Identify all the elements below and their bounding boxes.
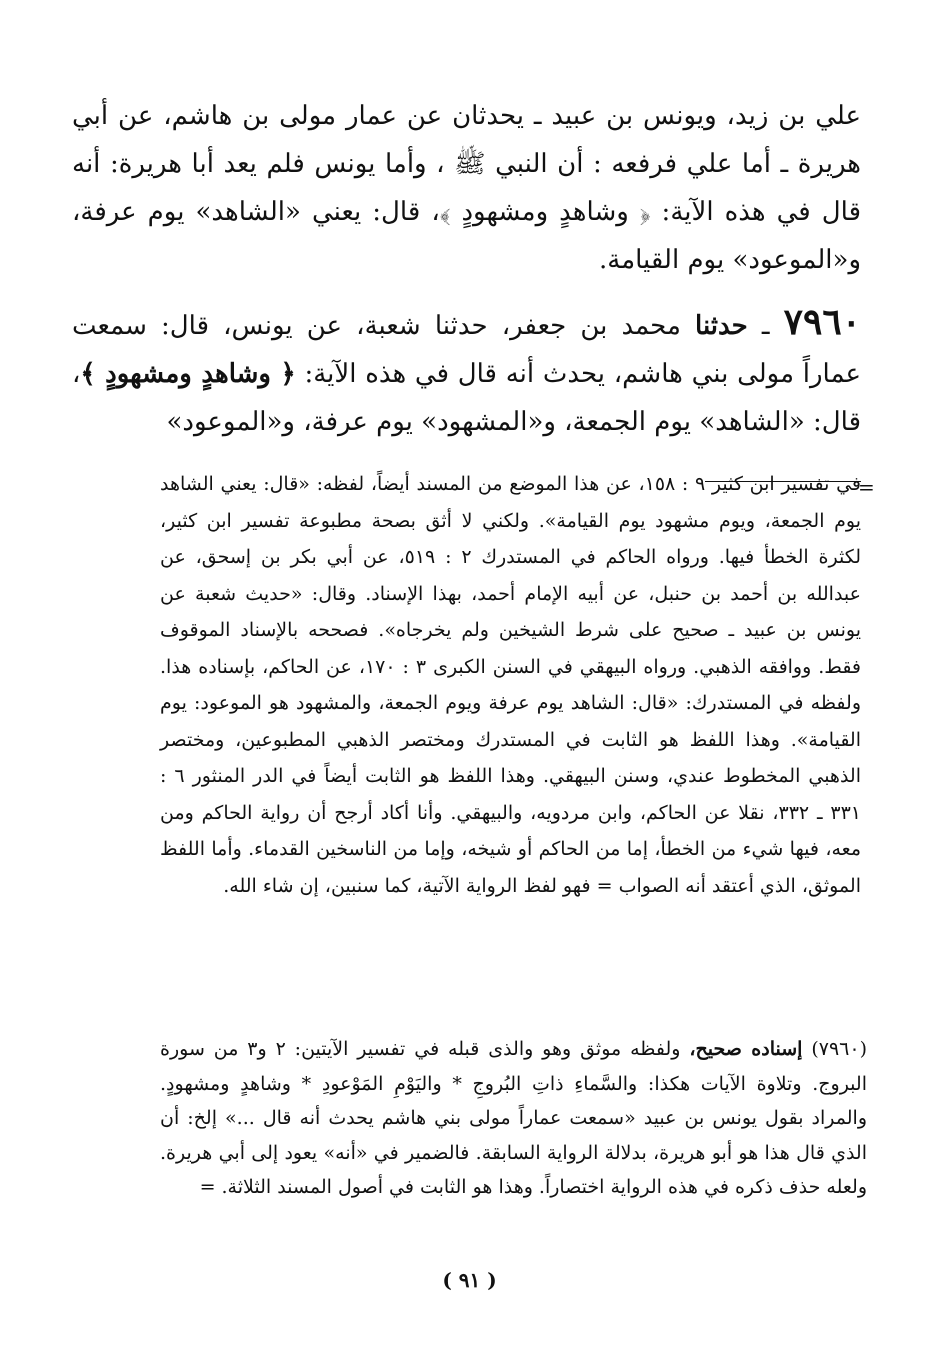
main-text bbox=[72, 92, 861, 446]
hadith-text-end: ، قال: «الشاهد» يوم الجمعة، و«المشهود» يوم عرفة، و«الموعود» bbox=[72, 359, 861, 437]
hadith-paragraph bbox=[72, 298, 861, 446]
hadith-text: محمد بن جعفر، حدثنا شعبة، عن يونس، قال: سمعت عماراً مولى بني هاشم، يحدث أنه قال في هذه الآية: bbox=[72, 311, 861, 389]
footnote-7960 bbox=[160, 1032, 867, 1205]
footnote-number: (٧٩٦٠) bbox=[811, 1038, 867, 1060]
hadith-paragraph-continued: علي بن زيد، ويونس بن عبيد ـ يحدثان عن عمار مولى بن هاشم، عن أبي هريرة ـ أما علي فرفعه : أن النبي ﷺ ، وأما يونس فلم يعد أبا هريرة: أنه قال في هذه الآية: ﴿ وشاهدٍ ومشهودٍ ﴾، قال: يعني «الشاهد» يوم عرفة، و«الموعود» يوم القيامة. bbox=[72, 101, 861, 275]
quran-verse: ﴿ وشاهدٍ ومشهودٍ ﴾ bbox=[80, 359, 296, 389]
page-number: ( ٩١ ) bbox=[442, 1268, 497, 1292]
footnote-paragraph bbox=[160, 1032, 867, 1205]
footnote-grading: إسناده صحيح، bbox=[689, 1038, 803, 1060]
continuation-mark: = bbox=[858, 475, 875, 499]
hadith-number: ٧٩٦٠ bbox=[783, 301, 862, 343]
footnote-body: ولفظه موثق وهو والذى قبله في تفسير الآيتين: ٢ و٣ من سورة البروج. وتلاوة الآيات هكذا: والسَّماءِ ذاتِ البُروجِ * واليَوْمِ المَوْعودِ * وشاهدٍ ومشهودٍ. والمراد بقول يونس بن عبيد «سمعت عماراً مولى بني هاشم يحدث أنه قال ...» إلخ: أن الذي قال هذا هو أبو هريرة، بدلالة الرواية السابقة. فالضمير في «أنه» يعود إلى أبي هريرة. ولعله حذف ذكره في هذه الرواية اختصاراً. وهذا هو الثابت في أصول المسند الثلاثة. = bbox=[160, 1038, 867, 1198]
footnote-continued bbox=[160, 466, 861, 904]
hadith-dash: ـ bbox=[747, 311, 784, 341]
footnote-text: في تفسير ابن كثير ٩ : ١٥٨، عن هذا الموضع من المسند أيضاً، لفظه: «قال: يعني الشاهد يوم الجمعة، ويوم مشهود يوم القيامة». ولكني لا أثق بصحة مطبوعة تفسير ابن كثير، لكثرة الخطأ فيها. ورواه الحاكم في المستدرك ٢ : ٥١٩، عن أبي بكر بن إسحق، عن عبدالله بن أحمد بن حنبل، عن أبيه الإمام أحمد، بهذا الإسناد. وقال: «حديث شعبة عن يونس بن عبيد ـ صحيح على شرط الشيخين ولم يخرجاه». فصححه بالإسناد الموقوف فقط. ووافقه الذهبي. ورواه البيهقي في السنن الكبرى ٣ : ١٧٠، عن الحاكم، بإسناده هذا. ولفظه في المستدرك: «قال: الشاهد يوم عرفة ويوم الجمعة، والمشهود هو الموعود: يوم القيامة». وهذا اللفظ هو الثابت في المستدرك ومختصر الذهبي المطبوعين، ومختصر الذهبي المخطوط عندي، وسنن البيهقي. وهذا اللفظ هو الثابت أيضاً في الدر المنثور ٦ : ٣٣١ ـ ٣٣٢، نقلا عن الحاكم، وابن مردويه، والبيهقي. وأنا أكاد أرجح أن رواية الحاكم ومن معه، فيها شيء من الخطأ، إما من الحاكم أو شيخه، وإما من الناسخين القدماء. وأما اللفظ الموثق، الذي أعتقد أنه الصواب = فهو لفظ الرواية الآتية، كما سنبين، إن شاء الله. bbox=[160, 473, 862, 897]
hadith-opening: حدثنا bbox=[695, 311, 748, 341]
